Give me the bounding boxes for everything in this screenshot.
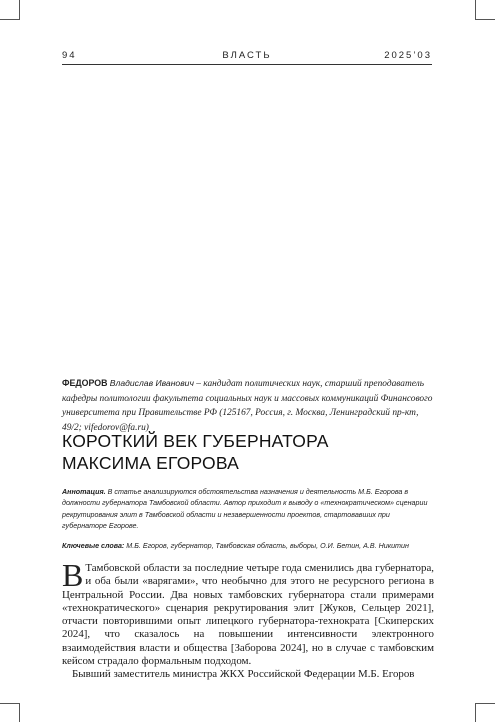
page-number: 94 bbox=[62, 50, 77, 61]
running-header bbox=[62, 50, 432, 64]
article-title bbox=[62, 430, 442, 474]
keywords bbox=[62, 541, 434, 552]
paragraph-text: Тамбовской области за последние четыре года сменились два губернатора, и оба были «варягами», что необычно для этого не ресурсного региона в Центральной России. Два новых тамбовских губернатора стали примерами «технократического» сценария рекрутирования элит [Жуков, Сельцер 2021], отчасти повторившими опыт липецкого губернатора-технократа [Скиперских 2024], что сказалось на повышении интенсивности электронного взаимодействия власти и общества [Заборова 2024], но в случае с тамбовским кейсом страдало формальным подходом. bbox=[62, 562, 434, 668]
article-title-line-2: МАКСИМА ЕГОРОВА bbox=[62, 453, 240, 473]
crop-mark bbox=[475, 0, 476, 20]
crop-mark bbox=[475, 703, 476, 722]
crop-mark bbox=[475, 19, 495, 20]
crop-mark bbox=[0, 19, 20, 20]
crop-mark bbox=[19, 0, 20, 20]
section-title: ВЛАСТЬ bbox=[222, 50, 272, 61]
issue-number: 2025’03 bbox=[384, 50, 432, 61]
article-title-line-1: КОРОТКИЙ ВЕК ГУБЕРНАТОРА bbox=[62, 431, 329, 451]
keywords-label: Ключевые слова: bbox=[62, 542, 125, 550]
crop-mark bbox=[0, 703, 20, 704]
author-surname: ФЕДОРОВ bbox=[62, 378, 108, 388]
paragraph bbox=[62, 557, 434, 668]
header-rule bbox=[62, 64, 432, 65]
crop-mark bbox=[475, 703, 495, 704]
paragraph: Бывший заместитель министра ЖКХ Российской Федерации М.Б. Егоров bbox=[72, 668, 415, 681]
keywords-text: М.Б. Егоров, губернатор, Тамбовская область, выборы, О.И. Бетин, А.В. Никитин bbox=[124, 542, 409, 550]
article-body bbox=[62, 557, 434, 682]
author-info bbox=[62, 376, 434, 435]
abstract-label: Аннотация. bbox=[62, 488, 106, 496]
author-first-names: Владислав Иванович bbox=[109, 378, 194, 388]
abstract bbox=[62, 487, 434, 533]
drop-cap: В bbox=[62, 557, 84, 593]
crop-mark bbox=[19, 703, 20, 722]
author-bio: – кандидат политических наук, старший преподаватель кафедры политологии факультета социальных наук и массовых коммуникаций Финансового университета при Правительстве РФ (125167, Россия, г. Москва, Ленинградский пр-кт, 49/2; vifedorov@fa.ru) bbox=[62, 379, 433, 433]
abstract-text: В статье анализируются обстоятельства назначения и деятельность М.Б. Егорова в должности губернатора Тамбовской области. Автор приходит к выводу о «технократическом» сценарии рекрутирования элит в Тамбовской области и незавершенности проектов, стартовавших при губернаторе Егорове. bbox=[62, 488, 428, 531]
